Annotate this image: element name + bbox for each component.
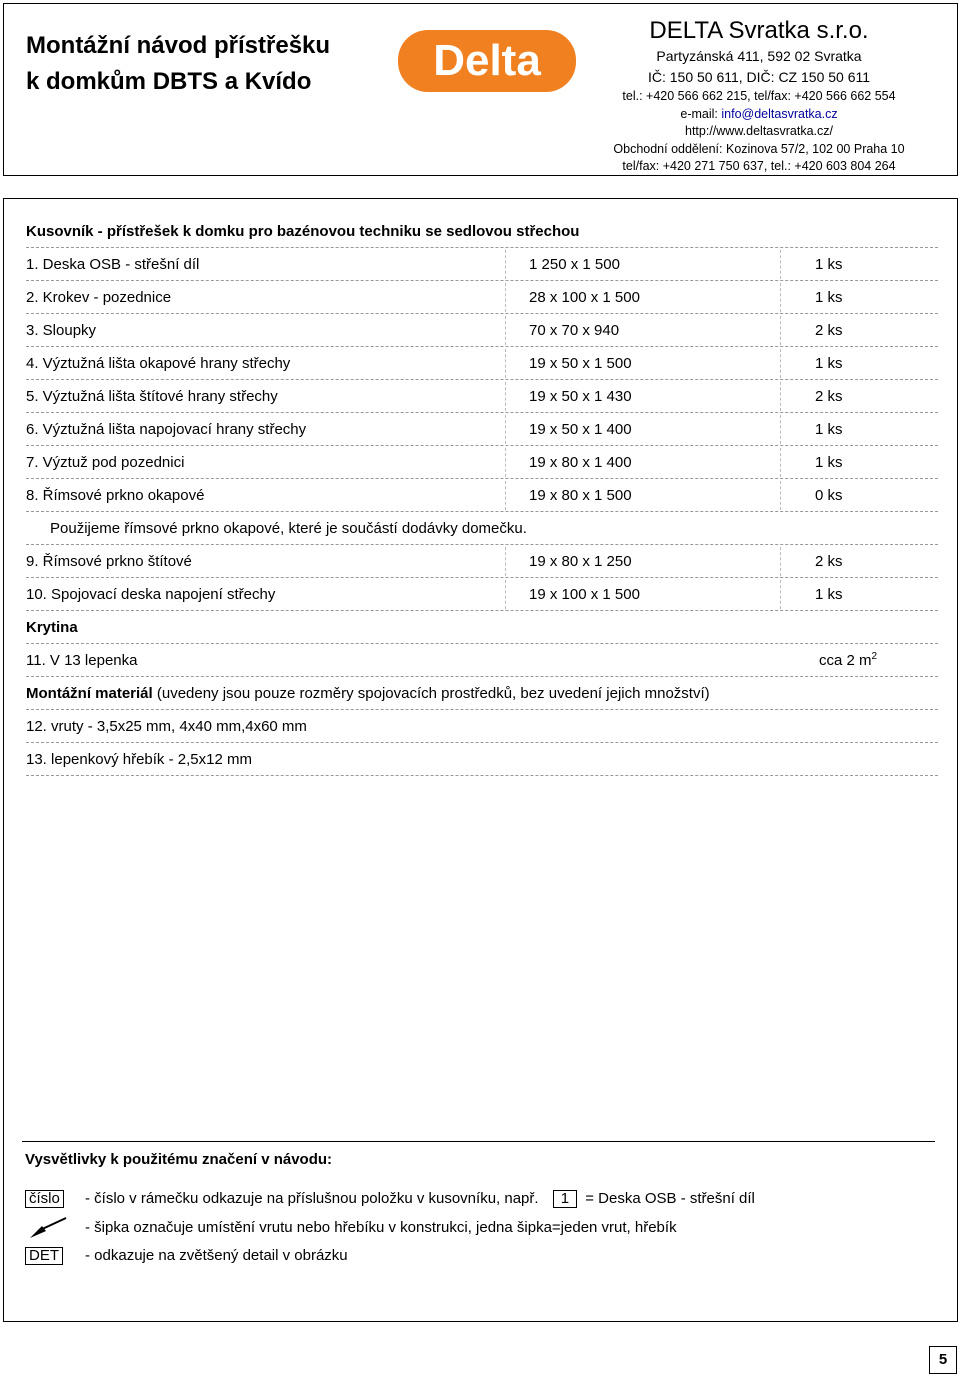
company-info <box>589 16 929 176</box>
material-note: (uvedeny jsou pouze rozměry spojovacích prostředků, bez uvedení jejich množství) <box>152 685 710 702</box>
list-item: 4. Výztužná lišta okapové hrany střechy 19 x 50 x 1 500 1 ks <box>26 347 938 380</box>
legend-det-description: - odkazuje na zvětšený detail v obrázku <box>85 1247 348 1264</box>
roofing-heading: Krytina <box>26 611 938 644</box>
legend-title: Vysvětlivky k použitému značení v návodu: <box>25 1151 333 1168</box>
company-name: DELTA Svratka s.r.o. <box>649 17 869 44</box>
list-item: 2. Krokev - pozednice 28 x 100 x 1 500 1 ks <box>26 281 938 314</box>
list-item: 11. V 13 lepenka cca 2 $m^2$ <box>26 644 938 677</box>
logo-text: Delta <box>433 36 541 85</box>
list-item: 6. Výztužná lišta napojovací hrany střechy 19 x 50 x 1 400 1 ks <box>26 413 938 446</box>
list-item: 8. Římsové prkno okapové 19 x 80 x 1 500 0 ks <box>26 479 938 512</box>
email-link[interactable]: info@deltasvratka.cz <box>721 106 838 121</box>
arrow-icon <box>28 1216 68 1240</box>
legend-box-symbol: číslo <box>25 1189 64 1209</box>
list-item: 7. Výztuž pod pozednici 19 x 80 x 1 400 1 ks <box>26 446 938 479</box>
list-item: 9. Římsové prkno štítové 19 x 80 x 1 250 2 ks <box>26 545 938 578</box>
page-number: 5 <box>929 1346 957 1374</box>
example-number-box: 1 <box>553 1190 577 1208</box>
legend-arrow-description: - šipka označuje umístění vrutu nebo hřebíku v konstrukci, jedna šipka=jeden vrut, hřebík <box>85 1219 677 1236</box>
sales-office: Obchodní oddělení: Kozinova 57/2, 102 00 Praha 10 <box>613 141 905 156</box>
material-heading: Montážní materiál <box>26 685 153 702</box>
sales-office-phone: tel/fax: +420 271 750 637, tel.: +420 603 804 264 <box>622 159 896 173</box>
company-web[interactable]: http://www.deltasvratka.cz/ <box>685 124 833 138</box>
document-title <box>26 28 330 100</box>
legend-box-description: - číslo v rámečku odkazuje na příslušnou položku v kusovníku, např. 1 = Deska OSB - střešní díl <box>85 1190 755 1207</box>
company-ic-dic: IČ: 150 50 611, DIČ: CZ 150 50 611 <box>647 69 871 85</box>
title-line-1: Montážní návod přístřešku <box>26 32 331 59</box>
document-header <box>3 3 958 176</box>
email-label: e-mail: <box>680 106 722 121</box>
list-item: 10. Spojovací deska napojení střechy 19 x 100 x 1 500 1 ks <box>26 578 938 611</box>
legend-det-symbol: DET <box>25 1246 63 1266</box>
material-heading-row <box>26 677 938 710</box>
company-phone: tel.: +420 566 662 215, tel/fax: +420 566 662 554 <box>622 89 896 103</box>
company-email-line <box>589 106 929 124</box>
roofing-qty: cca 2 $m^2$ <box>819 651 878 669</box>
company-address: Partyzánská 411, 592 02 Svratka <box>656 48 862 64</box>
legend-divider <box>22 1141 935 1142</box>
list-item: 13. lepenkový hřebík - 2,5x12 mm <box>26 743 938 776</box>
delta-logo <box>398 30 576 92</box>
list-item: 1. Deska OSB - střešní díl 1 250 x 1 500 1 ks <box>26 248 938 281</box>
list-item: 12. vruty - 3,5x25 mm, 4x40 mm,4x60 mm <box>26 710 938 743</box>
list-item: 5. Výztužná lišta štítové hrany střechy 19 x 50 x 1 430 2 ks <box>26 380 938 413</box>
list-item: 3. Sloupky 70 x 70 x 940 2 ks <box>26 314 938 347</box>
title-line-2: k domkům DBTS a Kvído <box>26 68 312 95</box>
parts-list-heading: Kusovník - přístřešek k domku pro bazénovou techniku se sedlovou střechou <box>26 215 938 248</box>
item-note: Použijeme římsové prkno okapové, které je součástí dodávky domečku. <box>26 512 938 545</box>
